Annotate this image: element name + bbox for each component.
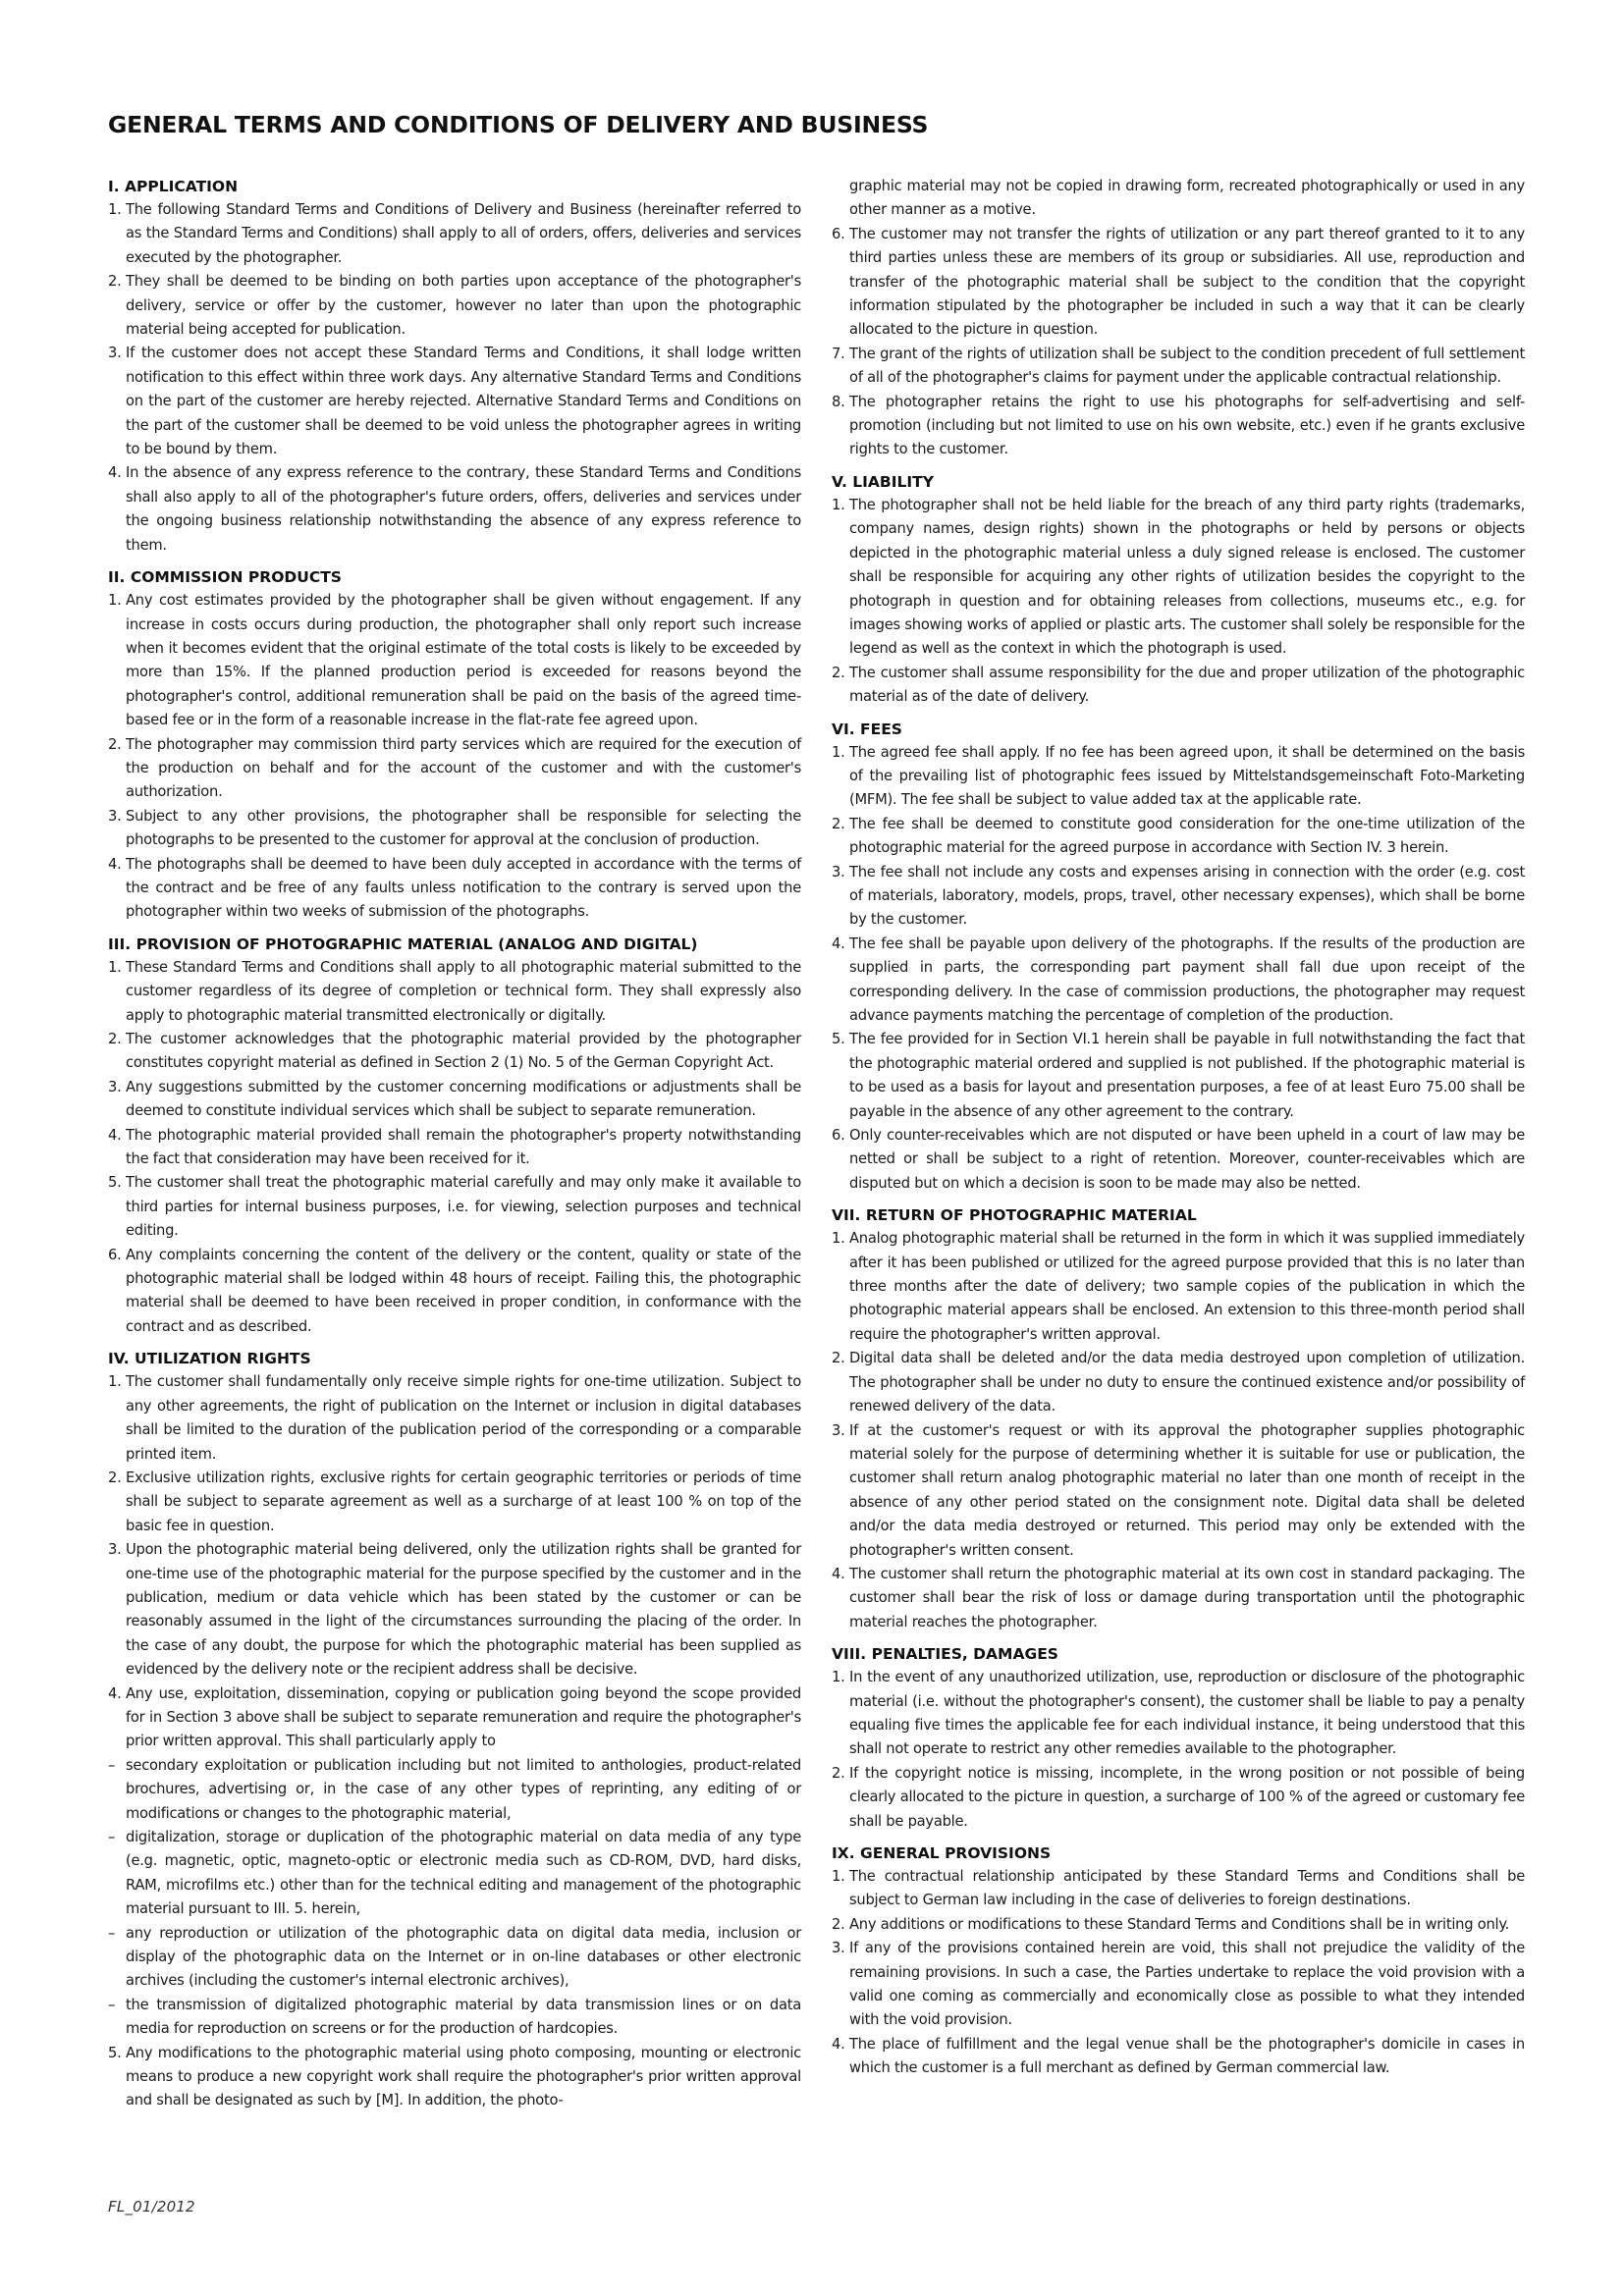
clause-number: 4. — [108, 464, 122, 482]
clause-number: 1. — [108, 201, 122, 218]
clause-number: – — [108, 1756, 116, 1774]
clause-item — [832, 391, 1525, 462]
clause-item — [108, 956, 801, 1028]
clause-number: 8. — [832, 393, 845, 410]
clause-number: 4. — [108, 1126, 122, 1144]
clause-text: Any suggestions submitted by the customer concerning modifications or adjustments shall be deemed to constitute individual services which shall be subject to separate remuneration. — [126, 1078, 801, 1120]
clause-item — [108, 1171, 801, 1243]
clause-text: The fee provided for in Section VI.1 herein shall be payable in full notwithstanding the fact that the photographic material ordered and supplied is not published. If the photographic material is to be used as a basis for layout and presentation purposes, a fee of at least Euro 75.00 shall be payable in the absence of any other agreement to the contrary. — [849, 1031, 1525, 1120]
clause-item — [108, 805, 801, 853]
clause-text: If the customer does not accept these Standard Terms and Conditions, it shall lodge written notification to this effect within three work days. Any alternative Standard Terms and Conditions on the part of the customer are hereby rejected. Alternative Standard Terms and Conditions on the part of the customer shall be deemed to be void unless the photographer agrees in writing to be bound by them. — [126, 345, 801, 458]
clause-list — [832, 741, 1525, 1197]
clause-item — [108, 1244, 801, 1340]
clause-text: The fee shall be deemed to constitute good consideration for the one-time utilization of the photographic material for the agreed purpose in accordance with Section IV. 3 herein. — [849, 815, 1525, 857]
clause-item — [108, 1467, 801, 1538]
clause-number: 1. — [832, 1868, 845, 1885]
clause-item — [832, 1419, 1525, 1563]
clause-text: Any modifications to the photographic material using photo composing, mounting or electronic means to produce a new copyright work shall require the photographer's prior written approval and shall be designated as such by [M]. In addition, the photo- — [126, 2044, 801, 2109]
clause-number: 4. — [832, 2035, 845, 2053]
clause-text: Analog photographic material shall be returned in the form in which it was supplied immediately after it has been published or utilized for the agreed purpose provided that this is no later than three months after the date of delivery; two sample copies of the publication in which the photographic material appears shall be enclosed. An extension to this three-month period shall require the photographer's written approval. — [849, 1230, 1525, 1343]
clause-text: Exclusive utilization rights, exclusive rights for certain geographic territories or periods of time shall be subject to separate agreement as well as a surcharge of at least 100 % on top of the basic fee in question. — [126, 1468, 801, 1534]
clause-number: 5. — [108, 1174, 122, 1192]
clause-text: The customer shall treat the photographic material carefully and may only make it available to third parties for internal business purposes, i.e. for viewing, selection purposes and technical editing. — [126, 1174, 801, 1240]
clause-text: The following Standard Terms and Conditions of Delivery and Business (hereinafter referred to as the Standard Terms and Conditions) shall apply to all of orders, offers, deliveries and services executed by the photographer. — [126, 201, 801, 266]
clause-number: 6. — [832, 225, 845, 242]
clause-text: These Standard Terms and Conditions shall apply to all photographic material submitted to the customer regardless of its degree of completion or technical form. They shall expressly also apply to photographic material transmitted electronically or digitally. — [126, 958, 801, 1024]
clause-item — [832, 1227, 1525, 1347]
clause-text: If at the customer's request or with its approval the photographer supplies photographic material solely for the purpose of determining whether it is suitable for use or publication, the customer shall return analog photographic material no later than one month of receipt in the absence of any other period stated on the consignment note. Digital data shall be deleted and/or the data media destroyed or returned. This period may only be extended with the photographer's written consent. — [849, 1421, 1525, 1559]
clause-item — [832, 662, 1525, 710]
clause-item — [832, 1937, 1525, 2033]
clause-text: The agreed fee shall apply. If no fee has been agreed upon, it shall be determined on the basis of the prevailing list of photographic fees issued by Mittelstandsgemeinschaft Foto-Marketing (MFM). The fee shall be subject to value added tax at the applicable rate. — [849, 743, 1525, 809]
clause-item — [832, 1865, 1525, 1913]
clause-item — [832, 1762, 1525, 1834]
clause-list — [108, 198, 801, 558]
clause-item — [108, 342, 801, 461]
clause-text: The contractual relationship anticipated by these Standard Terms and Conditions shall be subject to German law including in the case of deliveries to foreign destinations. — [849, 1868, 1525, 1909]
clause-item — [108, 853, 801, 925]
section-heading: VII. RETURN OF PHOTOGRAPHIC MATERIAL — [832, 1206, 1197, 1225]
left-column — [108, 175, 801, 2113]
clause-number: 1. — [108, 958, 122, 976]
clause-number: – — [108, 1829, 116, 1845]
clause-item — [832, 933, 1525, 1029]
clause-number: 2. — [832, 1764, 845, 1782]
clause-number: 4. — [108, 855, 122, 873]
clause-text: The customer acknowledges that the photographic material provided by the photographer constitutes copyright material as defined in Section 2 (1) No. 5 of the German Copyright Act. — [126, 1031, 801, 1072]
clause-number: 6. — [108, 1246, 122, 1263]
clause-text: Only counter-receivables which are not disputed or have been upheld in a court of law may be netted or shall be subject to a right of retention. Moreover, counter-receivables which are disputed but on which a decision is soon to be made may also be netted. — [849, 1127, 1525, 1192]
clause-item — [108, 2042, 801, 2113]
clause-item — [832, 1666, 1525, 1762]
clause-text: The customer shall fundamentally only receive simple rights for one-time utilization. Subject to any other agreements, the right of publication on the Internet or inclusion in digital databases shall be limited to the duration of the publication period of the corresponding or a comparable printed item. — [126, 1373, 801, 1463]
clause-number: 2. — [832, 664, 845, 681]
clause-number: – — [108, 1924, 116, 1942]
clause-item — [832, 2033, 1525, 2081]
clause-item — [108, 1076, 801, 1124]
section-heading: VI. FEES — [832, 720, 902, 738]
clause-item — [832, 1563, 1525, 1634]
clause-list — [108, 589, 801, 925]
clause-item — [832, 1028, 1525, 1124]
footer-code: FL_01/2012 — [108, 2198, 195, 2216]
clause-text: digitalization, storage or duplication of the photographic material on data media of any type (e.g. magnetic, optic, magneto-optic or electronic media such as CD-ROM, DVD, hard disks, RAM, microfilms etc.) other than for the technical editing and management of the photographic material pursuant to III. 5. herein, — [126, 1829, 801, 1918]
clause-text: Any cost estimates provided by the photographer shall be given without engagement. If any increase in costs occurs during production, the photographer shall only report such increase when it becomes evident that the original estimate of the total costs is likely to be exceeded by more than 15%. If the planned production period is exceeded for reasons beyond the photographer's control, additional remuneration shall be paid on the basis of the agreed time-based fee or in the form of a reasonable increase in the flat-rate fee agreed upon. — [126, 592, 801, 729]
clause-text: The customer shall return the photographic material at its own cost in standard packaging. The customer shall bear the risk of loss or damage during transportation until the photographic material reaches the photographer. — [849, 1565, 1525, 1630]
clause-text: Digital data shall be deleted and/or the data media destroyed upon completion of utilization. The photographer shall be under no duty to ensure the continued existence and/or possibility of renewed delivery of the data. — [849, 1350, 1525, 1415]
clause-text: The photographic material provided shall remain the photographer's property notwithstanding the fact that consideration may have been received for it. — [126, 1126, 801, 1168]
clause-text: Any complaints concerning the content of the delivery or the content, quality or state of the photographic material shall be lodged within 48 hours of receipt. Failing this, the photographic material shall be deemed to have been received in proper condition, in conformance with the contract and as described. — [126, 1246, 801, 1335]
clause-number: 2. — [108, 273, 122, 291]
clause-number: 1. — [832, 1230, 845, 1248]
clause-item — [108, 1826, 801, 1922]
section-heading: III. PROVISION OF PHOTOGRAPHIC MATERIAL (ANALOG AND DIGITAL) — [108, 934, 698, 953]
clause-number: 3. — [832, 863, 845, 881]
clause-list — [832, 1227, 1525, 1634]
clause-text: In the event of any unauthorized utilization, use, reproduction or disclosure of the photographic material (i.e. without the photographer's consent), the customer shall be liable to pay a penalty equaling five times the applicable fee for each individual instance, it being understood that this shall not operate to restrict any other remedies available to the photographer. — [849, 1669, 1525, 1758]
clause-text: the transmission of digitalized photographic material by data transmission lines or on data media for reproduction on screens or for the production of hardcopies. — [126, 1996, 801, 2038]
clause-text: secondary exploitation or publication including but not limited to anthologies, product-related brochures, advertising or, in the case of any other types of reprinting, any editing of or modifications or changes to the photographic material, — [126, 1756, 801, 1822]
section-heading: IV. UTILIZATION RIGHTS — [108, 1350, 311, 1368]
clause-text: They shall be deemed to be binding on both parties upon acceptance of the photographer's delivery, service or offer by the customer, however no later than upon the photographic material being accepted for publication. — [126, 273, 801, 339]
clause-list — [832, 223, 1525, 462]
clause-number: – — [108, 1996, 116, 2013]
section-heading: IX. GENERAL PROVISIONS — [832, 1844, 1052, 1862]
clause-text: Subject to any other provisions, the photographer shall be responsible for selecting the photographs to be presented to the customer for approval at the conclusion of production. — [126, 807, 801, 849]
clause-number: 2. — [832, 815, 845, 832]
section-heading: I. APPLICATION — [108, 178, 239, 195]
clause-text: The customer shall assume responsibility for the due and proper utilization of the photographic material as of the date of delivery. — [849, 664, 1525, 706]
clause-item — [108, 1124, 801, 1172]
section-heading: II. COMMISSION PRODUCTS — [108, 568, 342, 587]
clause-text: The photographer may commission third party services which are required for the execution of the production on behalf and for the account of the customer and with the customer's authorization. — [126, 735, 801, 801]
clause-list — [832, 1666, 1525, 1834]
clause-text: The fee shall be payable upon delivery of the photographs. If the results of the production are supplied in parts, the corresponding part payment shall fall due upon receipt of the corresponding delivery. In the case of commission productions, the photographer may request advance payments matching the percentage of completion of the production. — [849, 934, 1525, 1024]
clause-text: In the absence of any express reference to the contrary, these Standard Terms and Conditions shall also apply to all of the photographer's future orders, offers, deliveries and services under the ongoing business relationship notwithstanding the absence of any express reference to them. — [126, 464, 801, 554]
right-column — [832, 175, 1525, 2113]
document-title: GENERAL TERMS AND CONDITIONS OF DELIVERY AND BUSINESS — [108, 111, 929, 138]
clause-text: any reproduction or utilization of the photographic data on digital data media, inclusion or display of the photographic data on the Internet or in on-line databases or other electronic archives (including the customer's internal electronic archives), — [126, 1924, 801, 1990]
clause-item — [108, 1682, 801, 1754]
clause-text: The photographer retains the right to use his photographs for self-advertising and self-promotion (including but not limited to use on his own website, etc.) even if he grants exclusive rights to the customer. — [849, 393, 1525, 458]
clause-list — [832, 494, 1525, 710]
clause-number: 7. — [832, 345, 845, 362]
clause-text: The grant of the rights of utilization shall be subject to the condition precedent of full settlement of all of the photographer's claims for payment under the applicable contractual relationship. — [849, 345, 1525, 387]
section-heading: V. LIABILITY — [832, 472, 934, 491]
clause-number: 1. — [832, 1669, 845, 1686]
clause-number: 3. — [108, 1541, 122, 1559]
clause-text: The photographer shall not be held liable for the breach of any third party rights (trademarks, company names, design rights) shown in the photographs or held by persons or objects depicted in the photographic material unless a duly signed release is enclosed. The customer shall be responsible for acquiring any other rights of utilization besides the copyright to the photograph in question and for obtaining releases from collections, museums etc., e.g. for images showing works of applied or plastic arts. The customer shall solely be responsible for the legend as well as the context in which the photograph is used. — [849, 496, 1525, 658]
clause-item — [832, 813, 1525, 861]
clause-item — [832, 1347, 1525, 1418]
clause-number: 2. — [832, 1350, 845, 1367]
document-page — [108, 110, 1525, 2269]
clause-item — [108, 1028, 801, 1076]
clause-number: 2. — [108, 1468, 122, 1486]
clause-item — [832, 343, 1525, 391]
clause-item — [108, 198, 801, 270]
clause-text: Upon the photographic material being delivered, only the utilization rights shall be granted for one-time use of the photographic material for the purpose specified by the customer and in the publication, medium or data vehicle which has been stated by the customer or can be reasonably assumed in the light of the circumstances surrounding the placing of the order. In the case of any doubt, the purpose for which the photographic material has been supplied as evidenced by the delivery note or the recipient address shall be decisive. — [126, 1541, 801, 1679]
clause-item — [832, 741, 1525, 813]
clause-number: 5. — [108, 2044, 122, 2061]
clause-number: 3. — [108, 1078, 122, 1095]
clause-text: Any additions or modifications to these Standard Terms and Conditions shall be in writing only. — [849, 1915, 1510, 1933]
clause-list — [108, 956, 801, 1340]
clause-number: 1. — [108, 592, 122, 610]
clause-item — [108, 461, 801, 558]
clause-number: 1. — [832, 743, 845, 761]
clause-number: 5. — [832, 1031, 845, 1048]
clause-number: 4. — [108, 1684, 122, 1702]
clause-text: The fee shall not include any costs and expenses arising in connection with the order (e.g. cost of materials, laboratory, models, props, travel, other necessary expenses), which shall be borne by the customer. — [849, 863, 1525, 929]
clause-item — [108, 270, 801, 342]
clause-item — [832, 494, 1525, 662]
clause-item — [108, 1538, 801, 1682]
clause-number: 1. — [108, 1373, 122, 1391]
clause-number: 2. — [108, 1031, 122, 1047]
clause-text: If the copyright notice is missing, incomplete, in the wrong position or not possible of being clearly allocated to the picture in question, a surcharge of 100 % of the agreed or customary fee shall be payable. — [849, 1764, 1525, 1830]
clause-number: 2. — [108, 735, 122, 753]
clause-list — [832, 1865, 1525, 2081]
clause-item — [832, 861, 1525, 933]
clause-text: The place of fulfillment and the legal venue shall be the photographer's domicile in cases in which the customer is a full merchant as defined by German commercial law. — [849, 2035, 1525, 2077]
clause-item — [832, 223, 1525, 343]
clause-item — [832, 1124, 1525, 1196]
clause-number: 3. — [832, 1940, 845, 1957]
clause-list — [108, 1370, 801, 2113]
clause-text: The customer may not transfer the rights of utilization or any part thereof granted to it to any third parties unless these are members of its group or subsidiaries. All use, reproduction and transfer of the photographic material shall be subject to the condition that the copyright information stipulated by the photographer be included in such a way that it can be clearly allocated to the picture in question. — [849, 225, 1525, 339]
columns — [108, 175, 1525, 2113]
clause-text: If any of the provisions contained herein are void, this shall not prejudice the validity of the remaining provisions. In such a case, the Parties undertake to replace the void provision with a valid one coming as commercially and economically close as possible to what they intended with the void provision. — [849, 1940, 1525, 2029]
clause-text: Any use, exploitation, dissemination, copying or publication going beyond the scope provided for in Section 3 above shall be subject to separate remuneration and require the photographer's prior written approval. This shall particularly apply to — [126, 1684, 801, 1750]
clause-number: 2. — [832, 1915, 845, 1933]
clause-continuation: graphic material may not be copied in drawing form, recreated photographically or used in any other manner as a motive. — [849, 178, 1525, 219]
clause-number: 1. — [832, 496, 845, 513]
clause-item — [108, 589, 801, 732]
clause-number: 3. — [108, 345, 122, 362]
clause-number: 3. — [832, 1421, 845, 1439]
clause-item — [108, 1994, 801, 2042]
clause-item — [832, 1913, 1525, 1937]
clause-number: 4. — [832, 1565, 845, 1582]
clause-number: 4. — [832, 934, 845, 952]
clause-item — [108, 1370, 801, 1467]
clause-text: The photographs shall be deemed to have been duly accepted in accordance with the terms of the contract and be free of any faults unless notification to the contrary is served upon the photographer within two weeks of submission of the photographs. — [126, 855, 801, 921]
clause-item — [108, 1754, 801, 1826]
clause-item — [108, 733, 801, 805]
clause-number: 6. — [832, 1127, 845, 1145]
clause-number: 3. — [108, 807, 122, 825]
section-heading: VIII. PENALTIES, DAMAGES — [832, 1645, 1058, 1664]
clause-item — [108, 1922, 801, 1994]
